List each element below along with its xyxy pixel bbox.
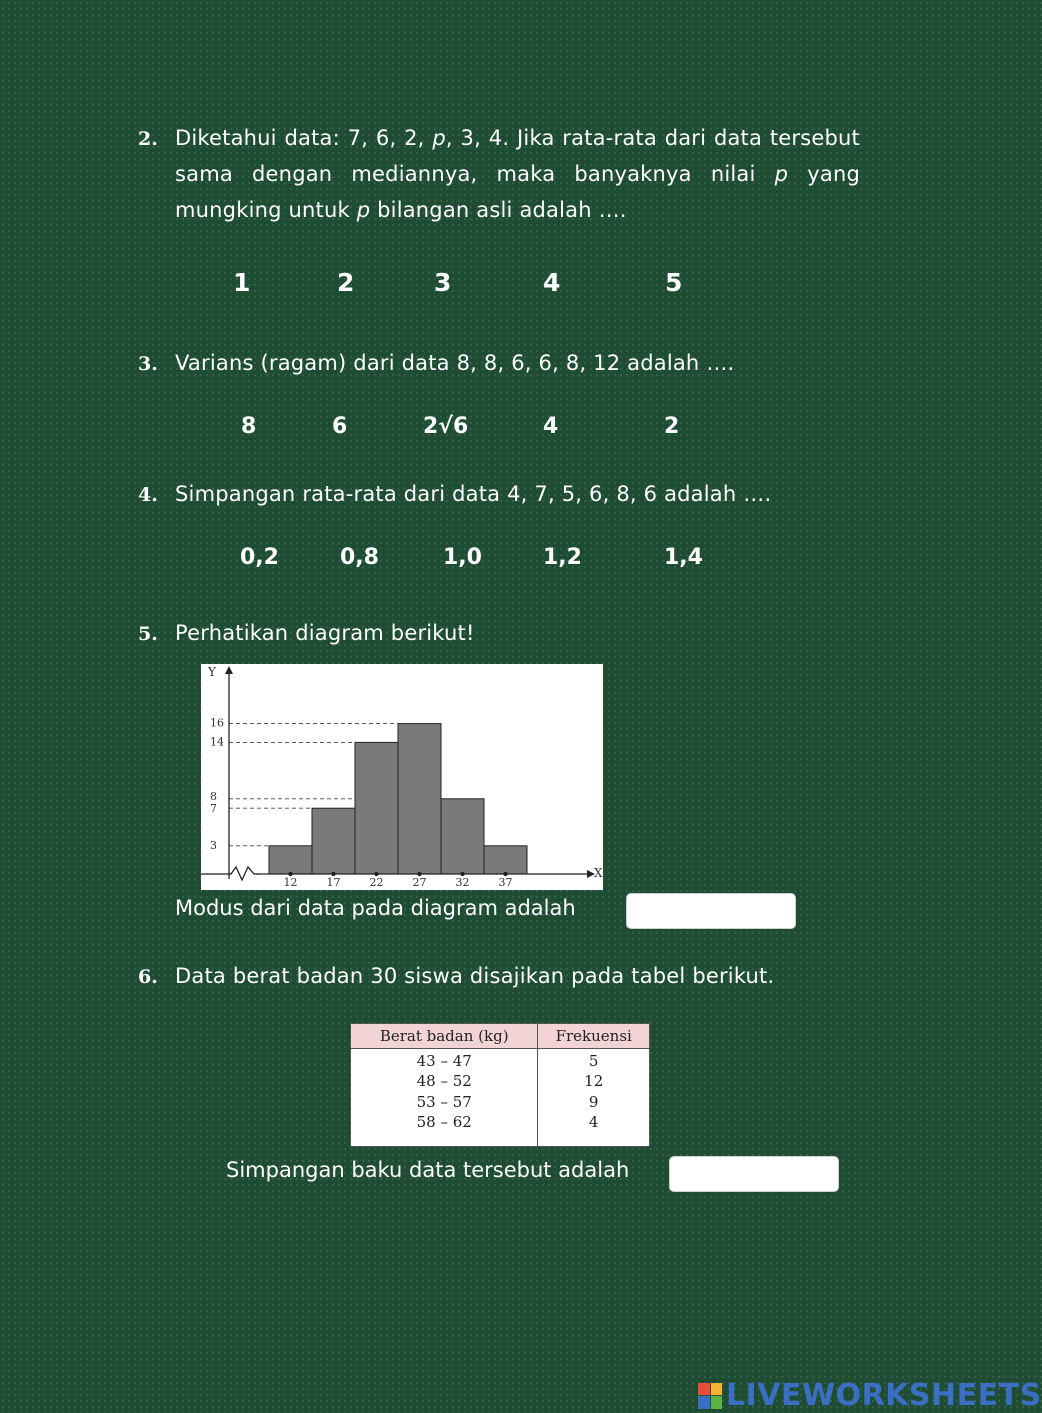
option[interactable]: 8	[241, 414, 257, 439]
y-axis-label: Y	[208, 665, 216, 679]
table-cell: 12	[538, 1070, 650, 1091]
option[interactable]: 3	[434, 268, 452, 297]
x-tick-label: 37	[498, 876, 513, 889]
table-row	[351, 1049, 650, 1071]
histogram-bar	[355, 742, 398, 874]
weight-frequency-table	[350, 1023, 650, 1147]
histogram-bar	[398, 724, 441, 874]
x-tick-labels	[284, 876, 513, 889]
y-tick-label: 16	[210, 716, 224, 730]
x-axis-label: X	[594, 866, 603, 880]
question-text: Perhatikan diagram berikut!	[175, 621, 475, 645]
q5-answer-input[interactable]	[626, 893, 796, 929]
x-tick-label: 22	[369, 876, 384, 889]
logo-square	[711, 1383, 723, 1396]
table-header-row	[351, 1024, 650, 1049]
question-text: Diketahui data: 7, 6, 2, p, 3, 4. Jika rata-rata dari data tersebut sama dengan mediannya, maka banyaknya nilai p yang mungking untuk p bilangan asli adalah ….	[175, 126, 860, 222]
option[interactable]: 0,2	[240, 545, 279, 570]
table-cell: 48 – 52	[351, 1070, 538, 1091]
option[interactable]: 4	[543, 268, 561, 297]
option[interactable]: 0,8	[340, 545, 379, 570]
question-text: Simpangan rata-rata dari data 4, 7, 5, 6, 8, 6 adalah ….	[175, 482, 772, 506]
table-cell: 53 – 57	[351, 1092, 538, 1113]
option[interactable]: 2	[337, 268, 355, 297]
y-tick-label: 14	[210, 735, 224, 749]
option[interactable]: 4	[543, 414, 559, 439]
option[interactable]: 1,0	[443, 545, 482, 570]
table-cell: 5	[538, 1049, 650, 1071]
bars	[269, 724, 527, 877]
question-text: Varians (ragam) dari data 8, 8, 6, 6, 8, 12 adalah ….	[175, 351, 735, 375]
question-2	[138, 120, 860, 228]
liveworksheets-brand	[698, 1378, 1042, 1413]
histogram-chart	[201, 664, 603, 890]
question-3	[138, 345, 860, 381]
q6-answer-input[interactable]	[669, 1156, 839, 1192]
y-tick-label: 7	[210, 802, 217, 816]
y-tick-labels	[210, 717, 224, 852]
table-row	[351, 1113, 650, 1147]
table-cell: 58 – 62	[351, 1113, 538, 1147]
histogram-bar	[441, 799, 484, 874]
y-axis-arrow	[225, 666, 233, 674]
liveworksheets-logo	[698, 1383, 722, 1409]
q5-prompt: Modus dari data pada diagram adalah	[175, 896, 576, 920]
brand-text: LIVEWORKSHEETS	[726, 1378, 1042, 1413]
options-q3	[0, 414, 1000, 444]
x-tick-label: 17	[326, 876, 341, 889]
table-cell: 9	[538, 1092, 650, 1113]
x-tick-label: 27	[412, 876, 427, 889]
histogram-bar	[269, 846, 312, 874]
question-number: 4.	[138, 484, 158, 506]
options-q2	[0, 268, 1000, 302]
header-frequency: Frekuensi	[538, 1024, 650, 1049]
question-number: 2.	[138, 128, 158, 150]
logo-square	[711, 1396, 723, 1409]
axis-break-zigzag	[201, 867, 259, 880]
question-5	[138, 615, 860, 651]
histogram-bar	[484, 846, 527, 874]
table-row	[351, 1092, 650, 1113]
question-6	[138, 958, 860, 994]
options-q4	[0, 545, 1000, 575]
question-number: 3.	[138, 353, 158, 375]
question-4	[138, 476, 860, 512]
logo-square	[698, 1383, 710, 1396]
y-tick-label: 8	[210, 789, 217, 803]
x-tick-label: 12	[283, 876, 298, 889]
option[interactable]: 2	[664, 414, 680, 439]
option[interactable]: 1	[233, 268, 251, 297]
option[interactable]: 5	[665, 268, 683, 297]
x-tick-label: 32	[455, 876, 470, 889]
histogram-bar	[312, 808, 355, 874]
table-cell: 4	[538, 1113, 650, 1147]
question-number: 6.	[138, 966, 158, 988]
header-weight: Berat badan (kg)	[351, 1024, 538, 1049]
table-row	[351, 1070, 650, 1091]
histogram-svg	[201, 664, 603, 890]
option[interactable]: 6	[332, 414, 348, 439]
option[interactable]: 1,2	[543, 545, 582, 570]
option[interactable]: 1,4	[664, 545, 703, 570]
question-number: 5.	[138, 623, 158, 645]
q6-prompt: Simpangan baku data tersebut adalah	[226, 1158, 630, 1182]
option[interactable]: 2√6	[423, 414, 469, 439]
logo-square	[698, 1396, 710, 1409]
question-text: Data berat badan 30 siswa disajikan pada tabel berikut.	[175, 964, 775, 988]
table-cell: 43 – 47	[351, 1049, 538, 1071]
y-tick-label: 3	[210, 838, 217, 852]
